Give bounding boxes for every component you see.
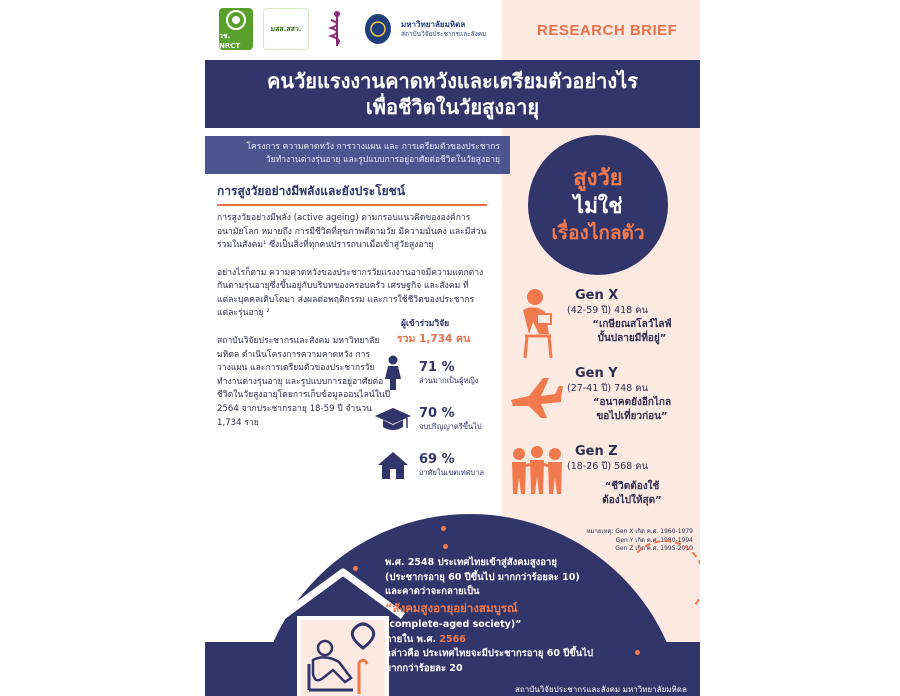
caduceus-logo xyxy=(319,8,355,50)
gen-y-text xyxy=(567,366,697,424)
year-prefix: ภายใน พ.ศ. xyxy=(385,633,440,645)
graduation-cap-icon xyxy=(373,401,413,437)
subtitle-line-2: วัยทำงานต่างรุ่นอายุ และรูปแบบการอยู่อาศัยต่อชีวิตในวัยสูงอายุ xyxy=(265,154,500,165)
title-band xyxy=(205,60,700,128)
paragraph-methodology: สถาบันวิจัยประชากรและสังคม มหาวิทยาลัยมหิดล ดำเนินโครงการความคาดหวัง การวางแผน และการเตรียมตัวของประชากรวัยทำงานต่างรุ่นอายุ และรูปแบบการอยู่อาศัยต่อชีวิตในวัยสูงอายุโดยการเก็บข้อมูลออนไลน์ในปี 2564 จากประชากรอายุ 18-59 ปี จำนวน 1,734 ราย xyxy=(217,336,391,428)
gen-x-block xyxy=(505,288,700,368)
gen-y-block xyxy=(505,366,700,442)
paragraph-active-ageing: การสูงวัยอย่างมีพลัง (active ageing) ตามกรอบแนวคิดขององค์การอนามัยโลก หมายถึง การมีชีวิตที่สุขภาพดีตามวัย มีความมั่นคง และมีส่วนร่วมในสังคม¹ ซึ่งเป็นสิ่งที่ทุกคนปรารถนาเมื่อเข้าสู่วัยสูงอายุ xyxy=(217,213,487,251)
stat-row xyxy=(373,355,503,391)
woman-icon xyxy=(373,355,413,391)
infographic-poster xyxy=(205,0,700,696)
decorative-dot xyxy=(441,526,446,531)
gen-quote-line-1: “อนาคตยังอีกไกล xyxy=(592,397,672,408)
gen-name: Gen X xyxy=(575,288,619,303)
airplane-icon xyxy=(509,374,563,440)
circle-line-2: ไม่ใช่ xyxy=(573,194,623,219)
note-line: Gen Y เกิด ค.ศ. 1980-1994 xyxy=(615,536,693,544)
statement-line-8: มากกว่าร้อยละ 20 xyxy=(385,663,463,675)
thaihealth-logo: มสส.สสว. xyxy=(263,8,309,50)
target-year: 2566 xyxy=(439,633,466,645)
gen-quote-line-2: บั้นปลายมีที่อยู่” xyxy=(597,333,667,344)
stat-row xyxy=(373,447,503,483)
stats-label: ผู้เข้าร่วมวิจัย xyxy=(401,319,450,329)
house-icon xyxy=(373,447,413,483)
note-line: Gen Z เกิด ค.ศ. 1995-2010 xyxy=(615,545,693,553)
statement-line-7: กล่าวคือ ประเทศไทยจะมีประชากรอายุ 60 ปีขึ้นไป xyxy=(385,648,594,660)
section-heading: การสูงวัยอย่างมีพลังและยังประโยชน์ xyxy=(217,182,487,206)
note-line: หมายเหตุ: Gen X เกิด ค.ศ. 1960-1979 xyxy=(586,528,693,535)
complete-aged-society-english: (complete-aged society)” xyxy=(385,618,522,630)
circle-line-1: สูงวัย xyxy=(573,165,623,191)
paragraph-expectations: อย่างไรก็ตาม ความคาดหวังของประชากรวัยแรงงานอาจมีความแตกต่างกันตามรุ่นอายุซึ่งขึ้นอยู่กับบริบทของครอบครัว เศรษฐกิจ และสังคม ที่แต่ละบุคคลเติบโตมา ส่งผลต่อพฤติกรรม และการใช้ชีวิตของประชากรแต่ละรุ่นอายุ ² xyxy=(217,267,484,319)
friends-group-icon xyxy=(509,446,563,512)
stat-description: ส่วนมากเป็นผู้หญิง xyxy=(419,375,479,385)
gen-z-block xyxy=(505,444,700,524)
project-subtitle xyxy=(205,136,510,174)
statement-year-line xyxy=(385,633,695,648)
gen-name: Gen Y xyxy=(575,366,618,381)
stats-total: รวม 1,734 คน xyxy=(397,333,471,345)
gen-x-text xyxy=(567,288,697,346)
complete-aged-society-label: “สังคมสูงอายุอย่างสมบูรณ์ xyxy=(385,601,518,616)
statement-line-1: พ.ศ. 2548 ประเทศไทยเข้าสู่สังคมสูงอายุ xyxy=(385,557,557,568)
stat-percent: 70 % xyxy=(419,405,455,421)
gen-quote-line-2: ขอไปเที่ยวก่อน” xyxy=(596,411,668,422)
gen-quote-line-1: “เกษียณสโลว์ไลฟ์ xyxy=(592,319,672,330)
participant-stats xyxy=(373,316,503,493)
gen-range: (42-59 ปี) 418 คน xyxy=(567,305,649,316)
stat-description: จบปริญญาตรีขึ้นไป xyxy=(419,421,482,431)
mahidol-seal-icon xyxy=(365,14,391,44)
gen-range: (27-41 ปี) 748 คน xyxy=(567,383,649,394)
subtitle-line-1: โครงการ ความคาดหวัง การวางแผน และ การเตรียมตัวของประชากร xyxy=(246,142,500,152)
gen-quote-line-2: ต้องไปให้สุด” xyxy=(602,495,662,506)
decorative-dot xyxy=(443,544,448,549)
statement-line-3: และคาดว่าจะกลายเป็น xyxy=(385,586,480,598)
gen-name: Gen Z xyxy=(575,444,618,459)
not-far-away-circle xyxy=(528,135,668,275)
title-line-2: เพื่อชีวิตในวัยสูงอายุ xyxy=(365,95,540,119)
title-line-1: คนวัยแรงงานคาดหวังและเตรียมตัวอย่างไร xyxy=(267,69,638,93)
mahidol-name: มหาวิทยาลัยมหิดล สถาบันวิจัยประชากรและสังคม xyxy=(401,19,487,38)
gen-z-text xyxy=(567,444,697,508)
statement-line-2: (ประชากรอายุ 60 ปีขึ้นไป มากกว่าร้อยละ 10) xyxy=(385,571,580,583)
logo-row xyxy=(219,8,486,50)
nrct-logo: วช. NRCT xyxy=(219,8,253,50)
stat-description: อาศัยในเขตเทศบาล xyxy=(419,467,485,477)
stat-row xyxy=(373,401,503,437)
circle-line-3: เรื่องไกลตัว xyxy=(551,221,645,244)
research-brief-label: RESEARCH BRIEF xyxy=(537,22,678,39)
gen-range: (18-26 ปี) 568 คน xyxy=(567,461,649,472)
gen-quote-line-1: “ชีวิตต้องใช้ xyxy=(604,481,660,492)
elderly-reading-icon xyxy=(509,288,563,354)
stat-percent: 71 % xyxy=(419,359,455,375)
stat-percent: 69 % xyxy=(419,451,455,467)
aged-society-statement xyxy=(385,556,695,677)
footer-institute: สถาบันวิจัยประชากรและสังคม มหาวิทยาลัยมหิดล xyxy=(515,685,687,694)
